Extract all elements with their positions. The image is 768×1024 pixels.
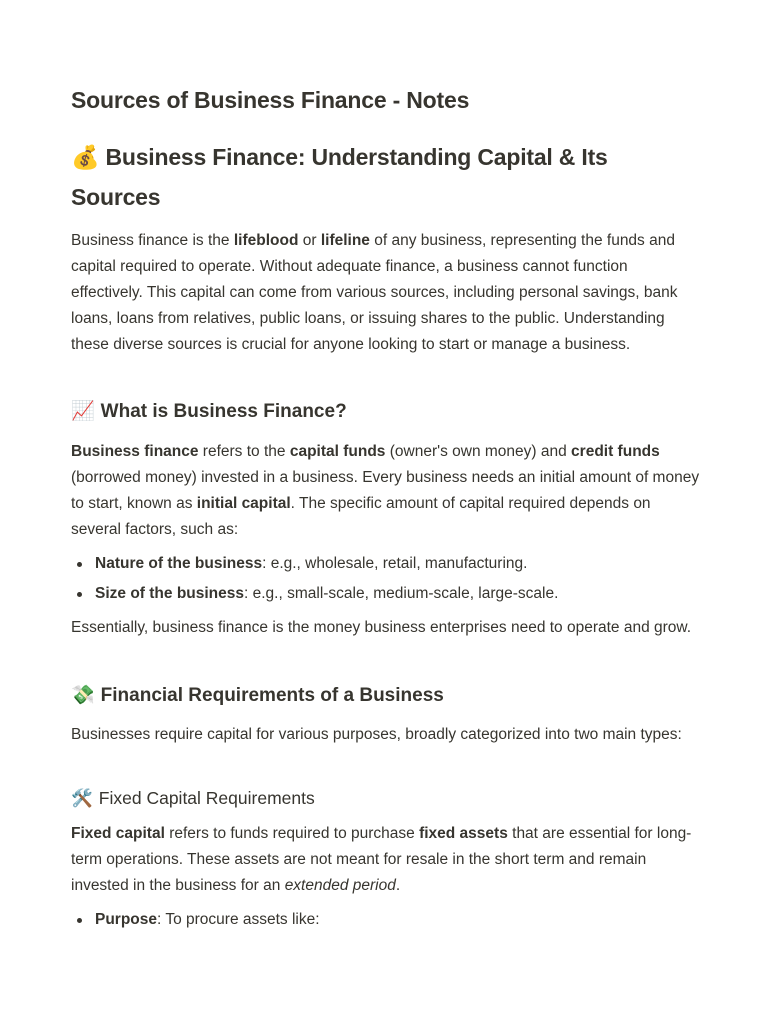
bold-run: Fixed capital — [71, 825, 165, 842]
intro-paragraph — [71, 228, 701, 358]
text-run: : e.g., wholesale, retail, manufacturing. — [262, 555, 528, 572]
what-is-heading — [71, 398, 347, 425]
bold-run: Purpose — [95, 911, 158, 928]
bold-run: credit funds — [571, 443, 660, 460]
hammer-and-wrench-icon: 🛠️ — [71, 789, 93, 809]
money-bag-icon: 💰 — [71, 145, 100, 171]
italic-run: extended period — [284, 877, 396, 894]
what-is-paragraph — [71, 439, 701, 543]
fixed-capital-paragraph — [71, 821, 701, 899]
list-item — [71, 581, 711, 607]
purpose-list — [71, 907, 711, 937]
money-with-wings-icon: 💸 — [71, 684, 95, 706]
text-run: . — [395, 877, 401, 894]
factors-list — [71, 551, 711, 611]
closing-paragraph: Essentially, business finance is the money business enterprises need to operate and grow. — [71, 619, 692, 636]
text-run: refers to the — [198, 443, 290, 460]
text-run: Business finance is the — [71, 232, 234, 249]
text-run: (borrowed money) invested in a business. Every business needs an initial amount of money to start, known as — [71, 469, 700, 512]
list-item — [71, 907, 711, 933]
heading-text: Financial Requirements of a Business — [100, 685, 444, 706]
requirements-heading — [71, 682, 444, 709]
bold-run: capital funds — [289, 443, 386, 460]
heading-text: Fixed Capital Requirements — [98, 788, 315, 808]
fixed-capital-heading — [71, 786, 315, 811]
page-title: Sources of Business Finance - Notes — [71, 87, 470, 113]
text-run: or — [298, 232, 321, 249]
bold-run: lifeblood — [233, 232, 299, 249]
bold-run: Nature of the business — [95, 555, 263, 572]
bold-run: fixed assets — [419, 825, 508, 842]
requirements-paragraph: Businesses require capital for various purposes, broadly categorized into two main types: — [71, 726, 682, 743]
bold-run: lifeline — [320, 232, 370, 249]
text-run: that are essential for long-term operations. These assets are not meant for resale in the short term and remain invested in the business for an — [71, 825, 692, 894]
main-heading — [71, 138, 691, 217]
text-run: (owner's own money) and — [385, 443, 572, 460]
list-item — [71, 551, 711, 577]
bold-run: Business finance — [71, 443, 199, 460]
text-run: . The specific amount of capital required depends on several factors, such as: — [71, 495, 651, 538]
text-run: of any business, representing the funds and capital required to operate. Without adequate finance, a business cannot function effectively. This capital can come from various sources, including personal savings, bank loans, loans from relatives, public loans, or issuing shares to the public. Understanding these diverse sources is crucial for anyone looking to start or manage a business. — [71, 232, 678, 353]
bold-run: initial capital — [196, 495, 291, 512]
text-run: : e.g., small-scale, medium-scale, large-scale. — [244, 585, 559, 602]
text-run: : To procure assets like: — [157, 911, 320, 928]
bold-run: Size of the business — [95, 585, 245, 602]
text-run: refers to funds required to purchase — [164, 825, 420, 842]
heading-text: What is Business Finance? — [100, 401, 347, 422]
chart-increasing-icon: 📈 — [71, 400, 95, 422]
main-heading-text: Business Finance: Understanding Capital & Its Sources — [71, 144, 608, 210]
